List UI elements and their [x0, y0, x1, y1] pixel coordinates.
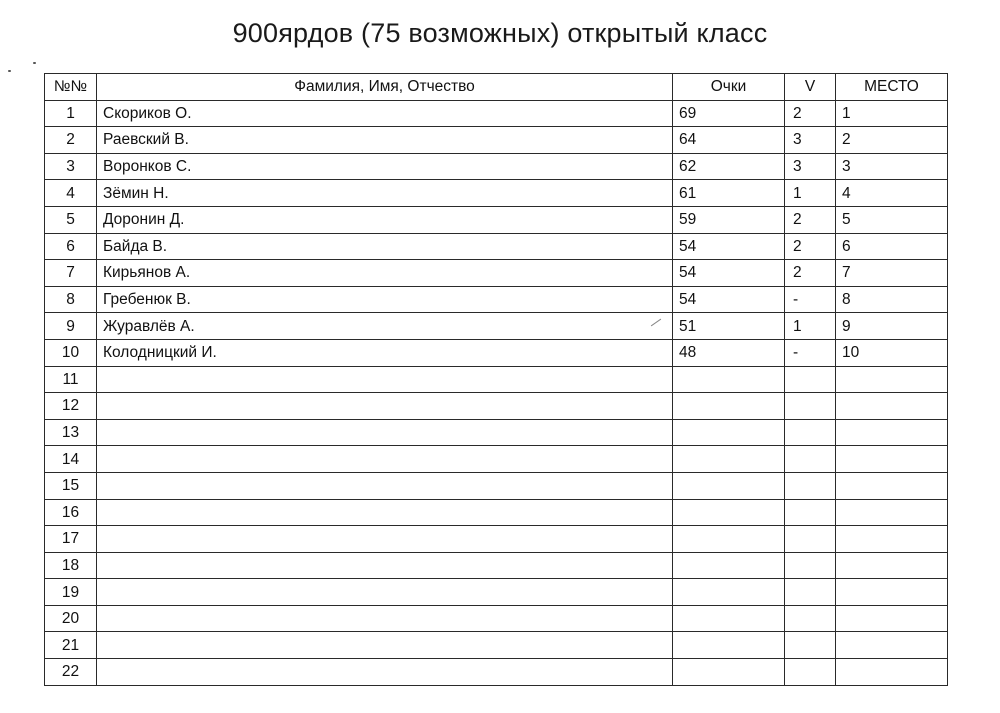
cell-name: Зёмин Н.	[97, 180, 673, 207]
cell-name	[97, 419, 673, 446]
cell-place: 3	[836, 153, 948, 180]
cell-name: Доронин Д.	[97, 206, 673, 233]
cell-score	[673, 605, 785, 632]
cell-name	[97, 552, 673, 579]
cell-num: 10	[45, 339, 97, 366]
table-row	[45, 552, 948, 579]
table-row	[45, 393, 948, 420]
cell-v	[785, 419, 836, 446]
table-row	[45, 233, 948, 260]
cell-name: Кирьянов А.	[97, 260, 673, 287]
table-row	[45, 659, 948, 686]
table-row	[45, 446, 948, 473]
header-score: Очки	[673, 74, 785, 101]
cell-num: 21	[45, 632, 97, 659]
cell-v: -	[785, 339, 836, 366]
cell-name: Журавлёв А.	[97, 313, 673, 340]
cell-place	[836, 499, 948, 526]
cell-num: 20	[45, 605, 97, 632]
cell-v	[785, 605, 836, 632]
cell-name	[97, 632, 673, 659]
results-table	[44, 73, 948, 686]
table-row	[45, 313, 948, 340]
cell-num: 17	[45, 526, 97, 553]
cell-v	[785, 366, 836, 393]
cell-score: 69	[673, 100, 785, 127]
cell-num: 13	[45, 419, 97, 446]
cell-place	[836, 552, 948, 579]
cell-name: Воронков С.	[97, 153, 673, 180]
cell-v: 2	[785, 233, 836, 260]
table-row	[45, 526, 948, 553]
cell-num: 16	[45, 499, 97, 526]
cell-v	[785, 393, 836, 420]
cell-score: 48	[673, 339, 785, 366]
cell-score	[673, 499, 785, 526]
table-row	[45, 260, 948, 287]
cell-v: -	[785, 286, 836, 313]
table-row	[45, 100, 948, 127]
cell-place	[836, 366, 948, 393]
cell-place: 10	[836, 339, 948, 366]
cell-score	[673, 526, 785, 553]
cell-name	[97, 472, 673, 499]
cell-v	[785, 552, 836, 579]
cell-place: 8	[836, 286, 948, 313]
cell-v	[785, 659, 836, 686]
cell-name: Колодницкий И.	[97, 339, 673, 366]
table-row	[45, 472, 948, 499]
table-body	[45, 100, 948, 685]
cell-place: 1	[836, 100, 948, 127]
scan-speck	[33, 62, 36, 64]
cell-num: 7	[45, 260, 97, 287]
cell-num: 2	[45, 127, 97, 154]
cell-place: 7	[836, 260, 948, 287]
cell-place: 5	[836, 206, 948, 233]
cell-place	[836, 419, 948, 446]
cell-place	[836, 579, 948, 606]
cell-score	[673, 419, 785, 446]
cell-place	[836, 526, 948, 553]
table-row	[45, 206, 948, 233]
scan-speck	[8, 70, 11, 72]
cell-num: 4	[45, 180, 97, 207]
cell-name	[97, 659, 673, 686]
cell-v	[785, 446, 836, 473]
cell-num: 5	[45, 206, 97, 233]
cell-place	[836, 659, 948, 686]
table-row	[45, 366, 948, 393]
cell-score	[673, 472, 785, 499]
cell-score: 61	[673, 180, 785, 207]
cell-num: 18	[45, 552, 97, 579]
cell-name: Раевский В.	[97, 127, 673, 154]
cell-place: 6	[836, 233, 948, 260]
table-row	[45, 127, 948, 154]
cell-v: 3	[785, 153, 836, 180]
table-row	[45, 419, 948, 446]
cell-place	[836, 632, 948, 659]
header-place: МЕСТО	[836, 74, 948, 101]
cell-place	[836, 472, 948, 499]
cell-score	[673, 446, 785, 473]
table-row	[45, 180, 948, 207]
table-row	[45, 605, 948, 632]
cell-score	[673, 659, 785, 686]
header-v: V	[785, 74, 836, 101]
cell-num: 22	[45, 659, 97, 686]
cell-place: 9	[836, 313, 948, 340]
cell-num: 6	[45, 233, 97, 260]
cell-name	[97, 579, 673, 606]
cell-score	[673, 579, 785, 606]
cell-name	[97, 499, 673, 526]
cell-score	[673, 632, 785, 659]
table-row	[45, 153, 948, 180]
cell-num: 11	[45, 366, 97, 393]
cell-name	[97, 446, 673, 473]
table-row	[45, 579, 948, 606]
cell-place	[836, 446, 948, 473]
cell-v	[785, 579, 836, 606]
cell-num: 15	[45, 472, 97, 499]
cell-v	[785, 526, 836, 553]
cell-name	[97, 393, 673, 420]
cell-score: 64	[673, 127, 785, 154]
cell-num: 14	[45, 446, 97, 473]
cell-v: 2	[785, 100, 836, 127]
table-row	[45, 286, 948, 313]
cell-place: 4	[836, 180, 948, 207]
table-row	[45, 632, 948, 659]
page-title: 900ярдов (75 возможных) открытый класс	[232, 18, 768, 48]
cell-name: Скориков О.	[97, 100, 673, 127]
header-name: Фамилия, Имя, Отчество	[97, 74, 673, 101]
cell-name: Гребенюк В.	[97, 286, 673, 313]
cell-num: 9	[45, 313, 97, 340]
cell-place: 2	[836, 127, 948, 154]
cell-score	[673, 366, 785, 393]
table-row	[45, 499, 948, 526]
cell-score: 54	[673, 260, 785, 287]
cell-name	[97, 526, 673, 553]
cell-v: 1	[785, 180, 836, 207]
cell-v	[785, 472, 836, 499]
cell-v: 3	[785, 127, 836, 154]
cell-num: 8	[45, 286, 97, 313]
cell-v	[785, 632, 836, 659]
cell-score: 62	[673, 153, 785, 180]
cell-name	[97, 605, 673, 632]
cell-score: 54	[673, 233, 785, 260]
header-row	[45, 74, 948, 101]
cell-score	[673, 393, 785, 420]
cell-place	[836, 393, 948, 420]
cell-score: 51	[673, 313, 785, 340]
cell-v: 1	[785, 313, 836, 340]
cell-num: 3	[45, 153, 97, 180]
cell-v: 2	[785, 260, 836, 287]
cell-num: 12	[45, 393, 97, 420]
cell-place	[836, 605, 948, 632]
table-row	[45, 339, 948, 366]
cell-num: 1	[45, 100, 97, 127]
cell-score: 59	[673, 206, 785, 233]
cell-name: Байда В.	[97, 233, 673, 260]
cell-name	[97, 366, 673, 393]
cell-v: 2	[785, 206, 836, 233]
cell-num: 19	[45, 579, 97, 606]
cell-v	[785, 499, 836, 526]
cell-score: 54	[673, 286, 785, 313]
header-num: №№	[45, 74, 97, 101]
cell-score	[673, 552, 785, 579]
